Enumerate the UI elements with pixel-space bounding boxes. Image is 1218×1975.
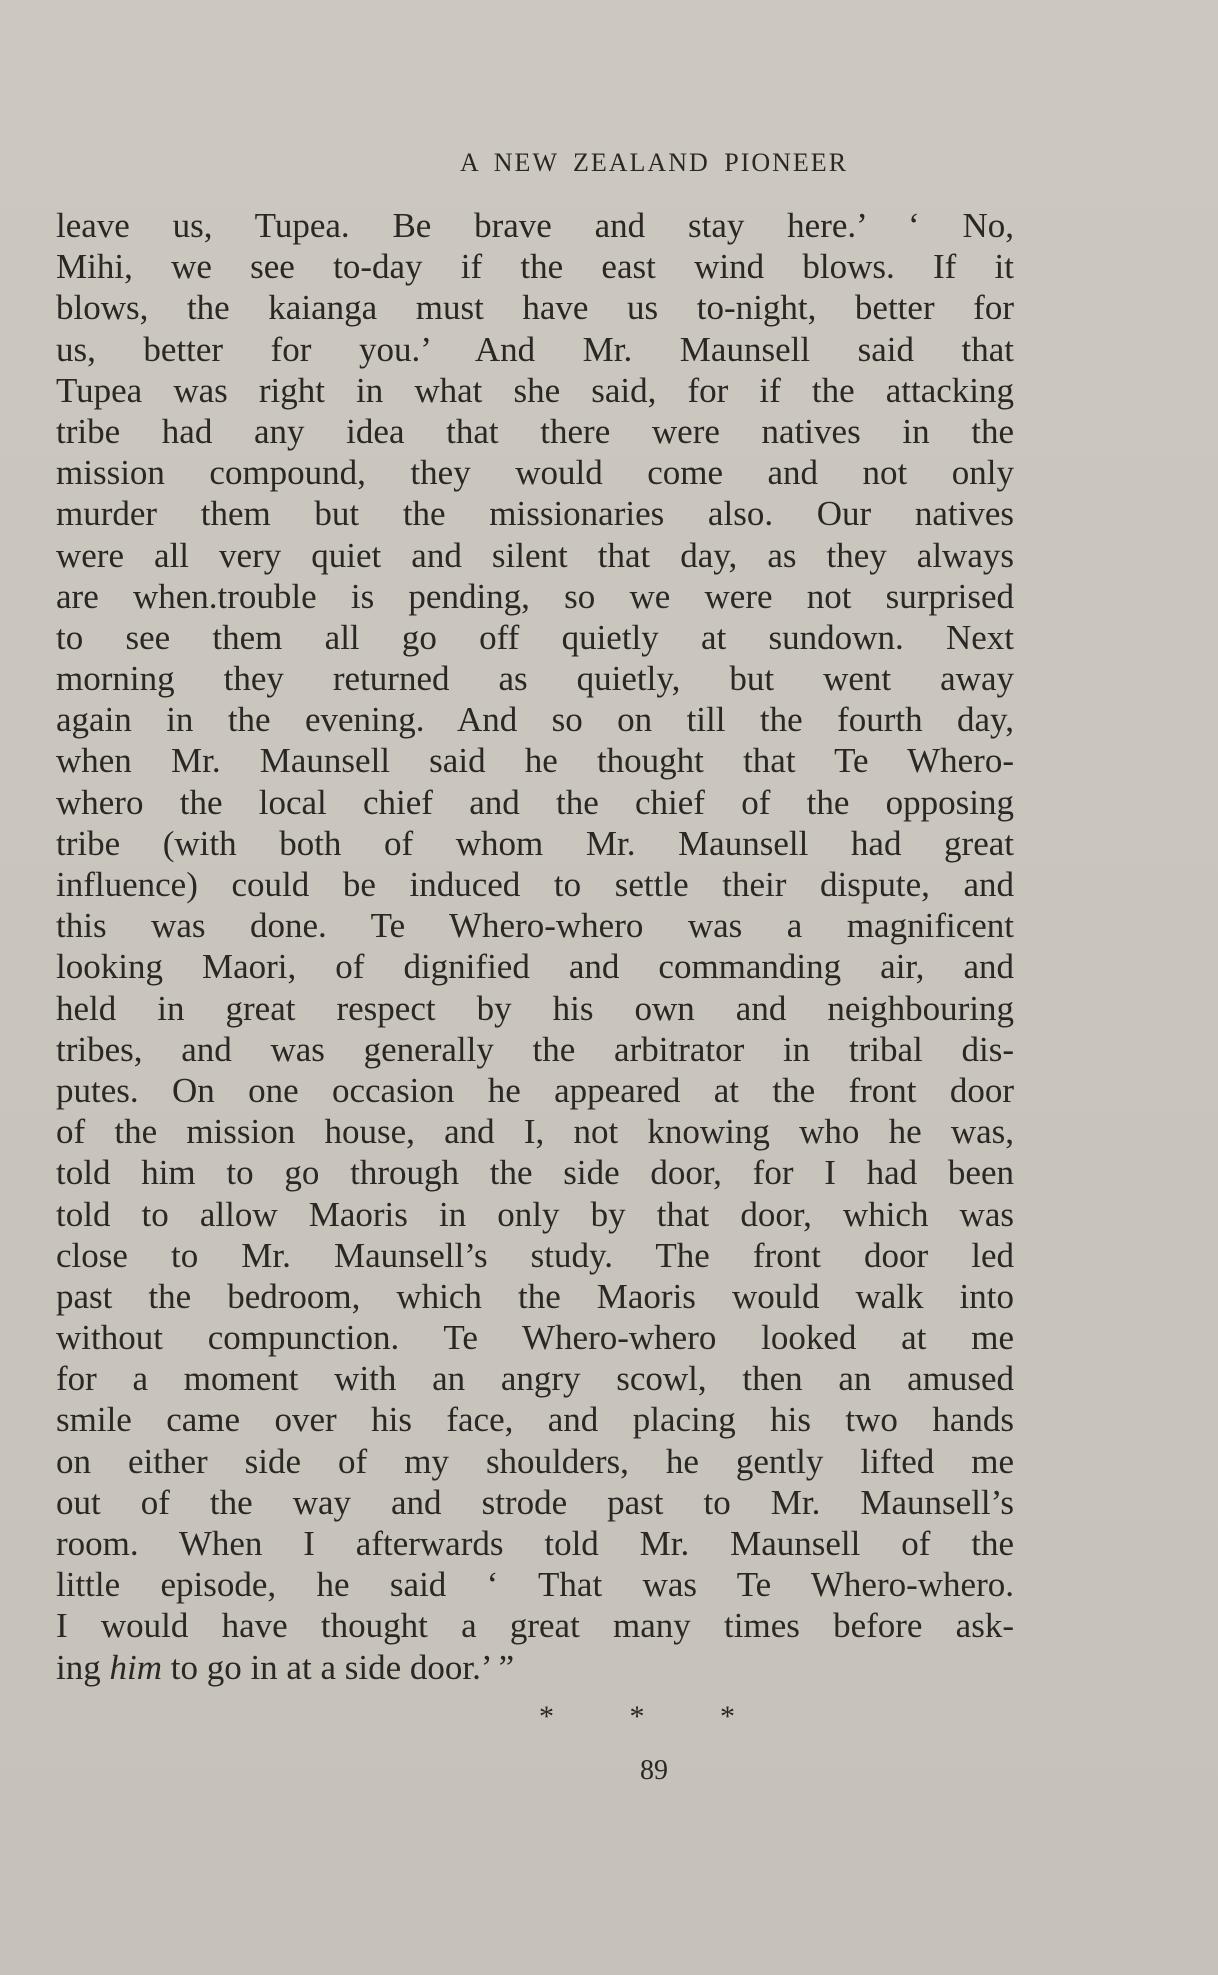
text-line: for a moment with an angry scowl, then an amused — [56, 1359, 1014, 1399]
text-line: Mihi, we see to-day if the east wind blows. If it — [56, 247, 1014, 287]
final-text-line — [56, 1647, 1014, 1688]
text-line: without compunction. Te Whero-whero looked at me — [56, 1318, 1014, 1358]
final-line-end: to go in at a side door.’ ” — [161, 1647, 515, 1687]
text-line: past the bedroom, which the Maoris would walk into — [56, 1276, 1014, 1316]
text-line: tribe (with both of whom Mr. Maunsell had great — [56, 823, 1014, 863]
text-line: again in the evening. And so on till the fourth day, — [56, 700, 1014, 740]
text-line: Tupea was right in what she said, for if the attacking — [56, 370, 1014, 410]
text-line: influence) could be induced to settle their dispute, and — [56, 865, 1014, 904]
text-line: on either side of my shoulders, he gently lifted me — [56, 1441, 1014, 1481]
italic-word: him — [109, 1647, 162, 1687]
text-line: murder them but the missionaries also. Our natives — [56, 494, 1014, 534]
body-text — [56, 205, 1014, 1688]
text-line: morning they returned as quietly, but went away — [56, 659, 1014, 699]
text-line: mission compound, they would come and not only — [56, 453, 1014, 493]
text-line: tribe had any idea that there were natives in the — [56, 411, 1014, 451]
text-line: I would have thought a great many times before ask- — [56, 1606, 1014, 1646]
text-line: told him to go through the side door, for I had been — [56, 1153, 1014, 1193]
running-head: A NEW ZEALAND PIONEER — [459, 148, 849, 177]
text-line: this was done. Te Whero-whero was a magnificent — [56, 906, 1014, 946]
text-line: tribes, and was generally the arbitrator in tribal dis- — [56, 1029, 1014, 1069]
section-break-asterisks: * * * — [539, 1700, 769, 1733]
text-line: to see them all go off quietly at sundown. Next — [56, 617, 1014, 657]
text-line: held in great respect by his own and neighbouring — [56, 988, 1014, 1028]
text-line: putes. On one occasion he appeared at the front door — [56, 1070, 1014, 1110]
text-line: close to Mr. Maunsell’s study. The front door led — [56, 1235, 1014, 1275]
text-line: told to allow Maoris in only by that door, which was — [56, 1194, 1014, 1234]
text-line: looking Maori, of dignified and commanding air, and — [56, 947, 1014, 987]
text-line: leave us, Tupea. Be brave and stay here.’ ‘ No, — [56, 206, 1014, 245]
text-line: little episode, he said ‘ That was Te Whero-whero. — [56, 1565, 1014, 1605]
text-line: when Mr. Maunsell said he thought that Te Whero- — [56, 741, 1014, 781]
text-line: whero the local chief and the chief of the opposing — [56, 782, 1014, 822]
text-line: us, better for you.’ And Mr. Maunsell said that — [56, 329, 1014, 369]
text-line: out of the way and strode past to Mr. Maunsell’s — [56, 1482, 1014, 1522]
text-line: smile came over his face, and placing his two hands — [56, 1400, 1014, 1440]
text-line: are when.trouble is pending, so we were not surprised — [56, 576, 1014, 616]
final-line-start: ing — [56, 1647, 110, 1687]
text-line: room. When I afterwards told Mr. Maunsell of the — [56, 1524, 1014, 1563]
page-number: 89 — [640, 1755, 668, 1786]
text-line: were all very quiet and silent that day, as they always — [56, 535, 1014, 575]
text-line: of the mission house, and I, not knowing who he was, — [56, 1112, 1014, 1152]
text-line: blows, the kaianga must have us to-night, better for — [56, 288, 1014, 328]
